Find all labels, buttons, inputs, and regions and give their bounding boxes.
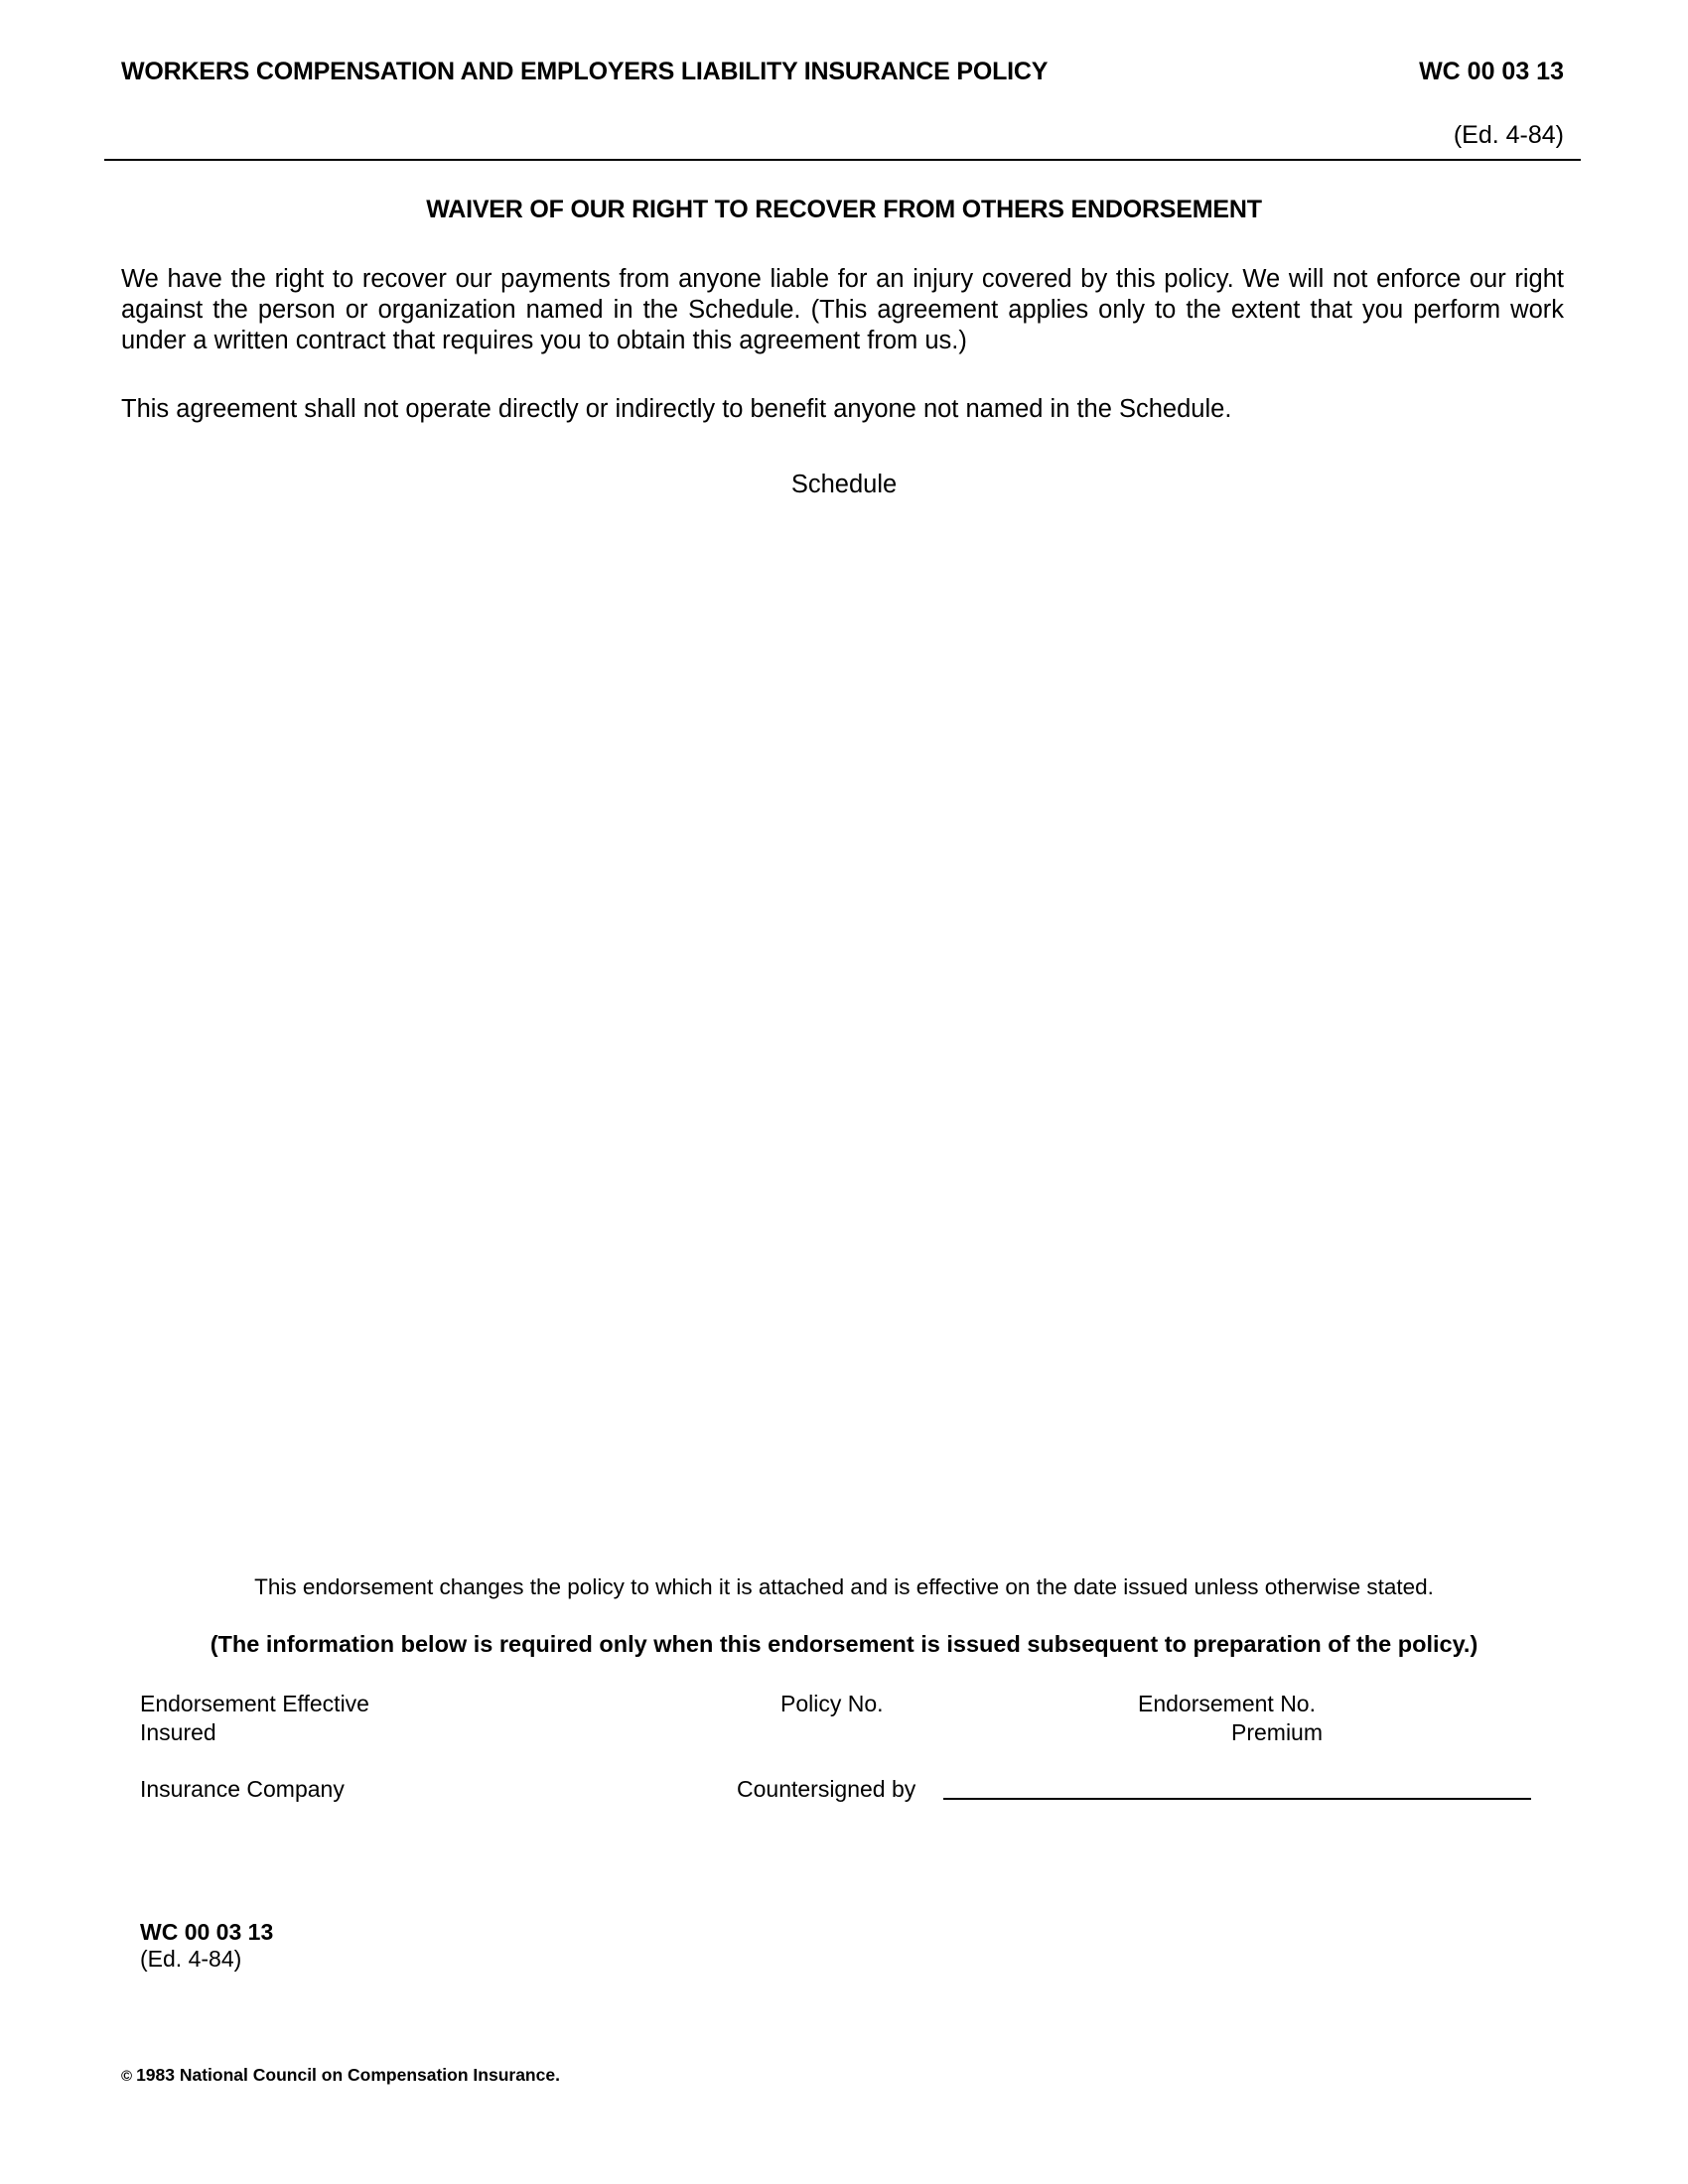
footer-form-number: WC 00 03 13 bbox=[140, 1919, 274, 1945]
subsequent-info-notice: (The information below is required only when this endorsement is issued subsequent to preparation of the policy.) bbox=[210, 1631, 1478, 1657]
field-insurance-company: Insurance Company bbox=[140, 1776, 345, 1802]
field-countersigned-by: Countersigned by bbox=[737, 1776, 916, 1802]
copyright-text: 1983 National Council on Compensation Insurance. bbox=[136, 2065, 560, 2085]
header-edition: (Ed. 4-84) bbox=[1453, 121, 1564, 149]
copyright-icon: © bbox=[121, 2068, 133, 2085]
field-endorsement-effective: Endorsement Effective bbox=[140, 1691, 369, 1716]
endorsement-effect-statement: This endorsement changes the policy to which it is attached and is effective on the date issued unless otherwise stated. bbox=[254, 1574, 1434, 1599]
footer-edition: (Ed. 4-84) bbox=[140, 1946, 242, 1972]
copyright-notice bbox=[121, 2065, 560, 2086]
field-endorsement-no: Endorsement No. bbox=[1138, 1691, 1316, 1716]
field-policy-no: Policy No. bbox=[780, 1691, 884, 1716]
endorsement-title: WAIVER OF OUR RIGHT TO RECOVER FROM OTHERS ENDORSEMENT bbox=[426, 196, 1262, 223]
schedule-heading: Schedule bbox=[790, 471, 898, 498]
body-paragraph-benefit-limit: This agreement shall not operate directly or indirectly to benefit anyone not named in the Schedule. bbox=[121, 395, 1232, 423]
field-premium: Premium bbox=[1231, 1719, 1324, 1745]
field-insured: Insured bbox=[140, 1719, 216, 1745]
policy-header-title: WORKERS COMPENSATION AND EMPLOYERS LIABILITY INSURANCE POLICY bbox=[121, 58, 1049, 85]
countersignature-line bbox=[943, 1798, 1531, 1800]
header-form-number: WC 00 03 13 bbox=[1419, 58, 1564, 85]
schedule-blank-area bbox=[121, 516, 1564, 1559]
body-paragraph-recovery-right: We have the right to recover our payments from anyone liable for an injury covered by this policy. We will not enforce our right against the person or organization named in the Schedule. (This agreement applies only to the extent that you perform work under a written contract that requires you to obtain this agreement from us.) bbox=[121, 265, 1564, 354]
header-divider bbox=[104, 159, 1581, 161]
